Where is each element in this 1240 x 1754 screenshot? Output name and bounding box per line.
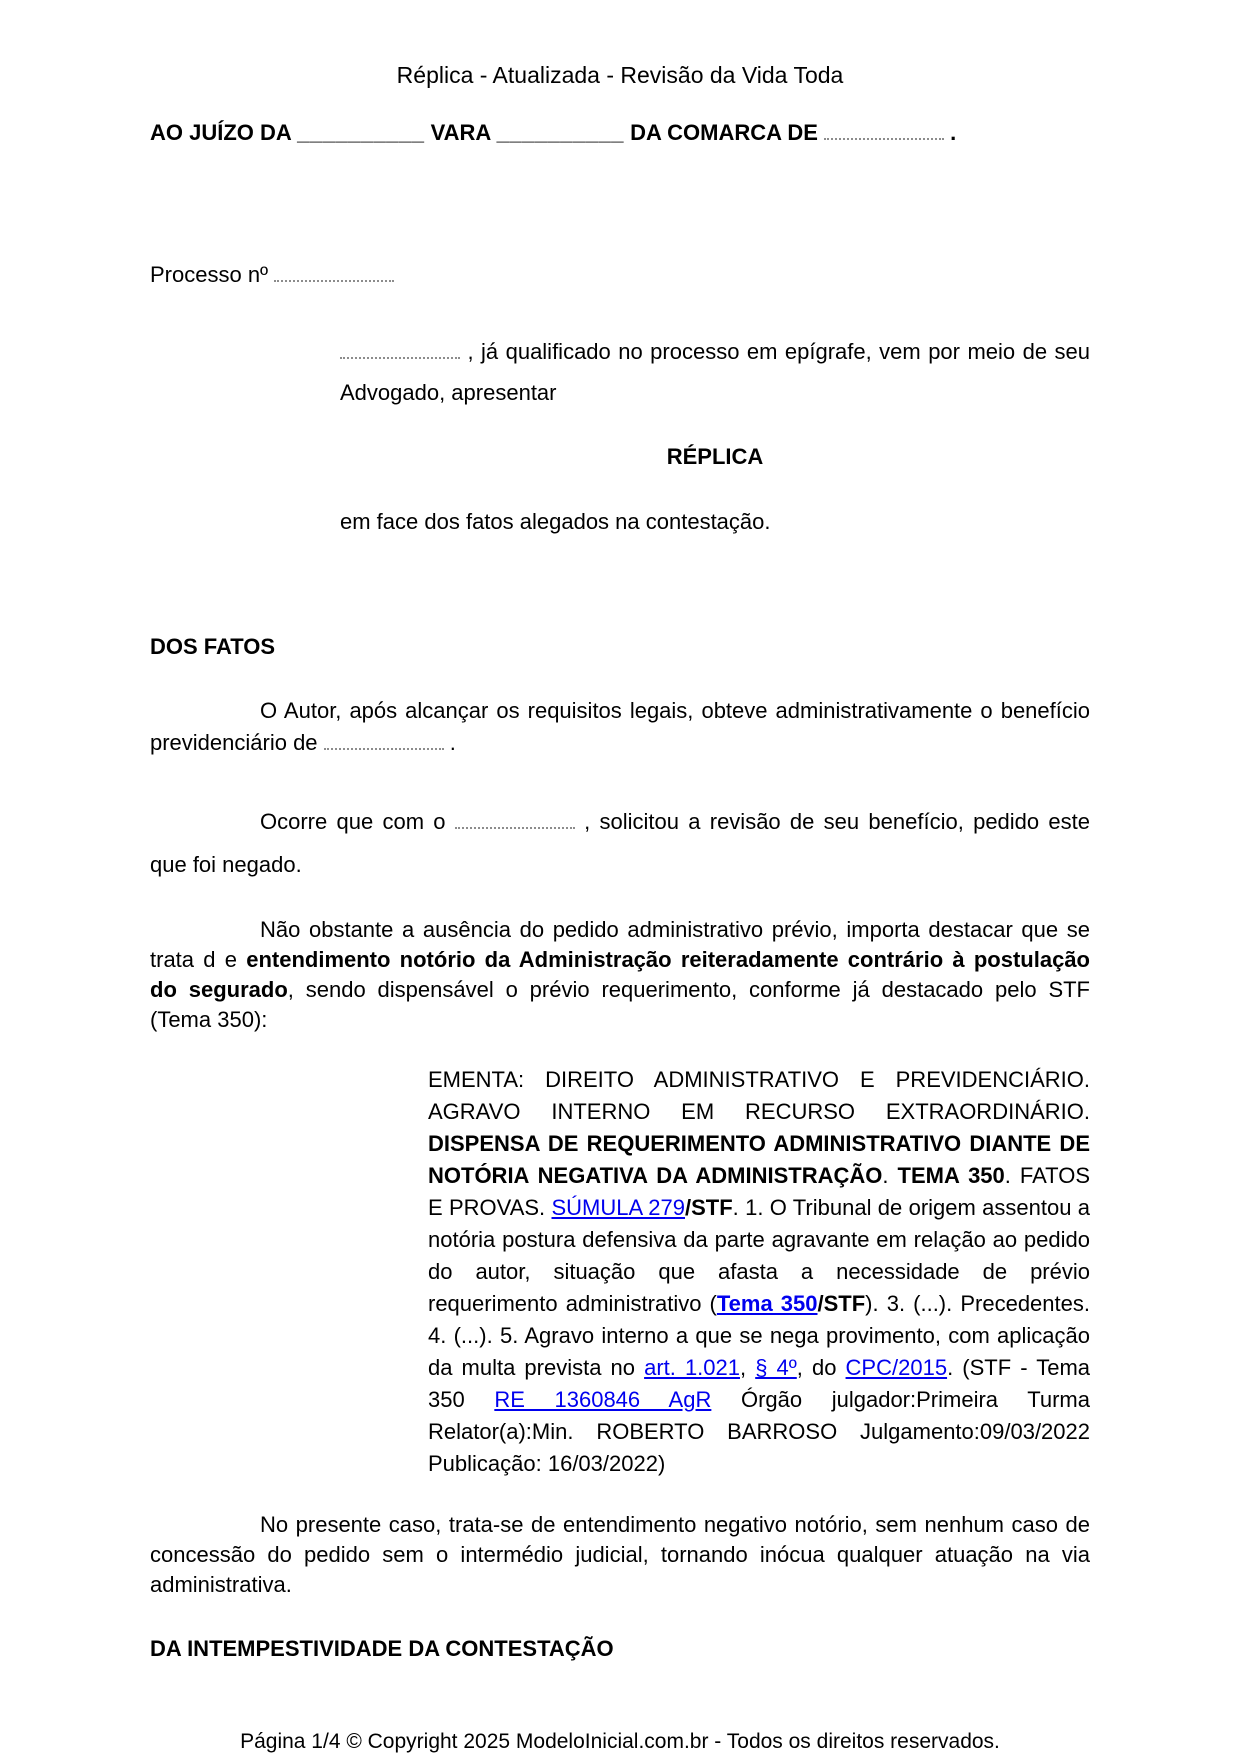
field-autor-nome[interactable] <box>340 337 460 359</box>
quote-segment: , <box>740 1355 756 1380</box>
paragraph-fatos-1-text: O Autor, após alcançar os requisitos legais, obteve administrativamente o benefício previdenciário de <box>150 698 1090 755</box>
field-processo-numero[interactable] <box>274 260 394 282</box>
quote-segment: , do <box>796 1355 846 1380</box>
quote-segment: . FATOS E PROVAS. <box>428 1163 1091 1220</box>
addressee-line <box>150 118 1090 148</box>
quote-segment-bold: DISPENSA DE REQUERIMENTO ADMINISTRATIVO DIANTE DE NOTÓRIA NEGATIVA DA ADMINISTRAÇÃO <box>428 1131 1090 1188</box>
paragraph-fatos-2-before: Ocorre que com o <box>260 809 446 834</box>
qualification-text: , já qualificado no processo em epígrafe, vem por meio de seu Advogado, apresentar <box>340 339 1090 405</box>
addressee-period: . <box>950 120 957 145</box>
quote-segment: ). 3. (...). Precedentes. 4. (...). 5. Agravo interno a que se nega provimento, com aplicação da multa prevista no <box>428 1291 1090 1380</box>
replica-heading: RÉPLICA <box>666 444 764 469</box>
page-footer: Página 1/4 © Copyright 2025 ModeloInicial.com.br - Todos os direitos reservados. <box>240 1730 1000 1753</box>
field-evento-revisao[interactable] <box>455 807 575 829</box>
quote-segment: . <box>882 1163 898 1188</box>
paragraph-fatos-1-period: . <box>449 730 456 755</box>
paragraph-fatos-1 <box>150 695 1090 759</box>
blank-vara-tipo[interactable]: __________ <box>297 120 425 145</box>
link-tema-350[interactable]: Tema 350 <box>716 1291 818 1316</box>
jurisprudence-quote-block <box>428 1064 1090 1480</box>
addressee-part-1: AO JUÍZO DA <box>150 120 291 145</box>
link-re-1360846-agr[interactable]: RE 1360846 AgR <box>494 1387 712 1412</box>
paragraph-tema-350 <box>150 915 1090 1035</box>
blank-vara-numero[interactable]: __________ <box>496 120 624 145</box>
heading-intempestividade: DA INTEMPESTIVIDADE DA CONTESTAÇÃO <box>150 1636 614 1661</box>
heading-dos-fatos: DOS FATOS <box>150 634 276 659</box>
document-title: Réplica - Atualizada - Revisão da Vida Toda <box>396 62 844 88</box>
quote-segment-bold: /STF <box>817 1291 866 1316</box>
quote-segment: . 1. O Tribunal de origem assentou a notória postura defensiva da parte agravante em relação ao pedido do autor, situação que afasta a necessidade de prévio requerimento administrativo ( <box>428 1195 1090 1316</box>
quote-segment: . (STF - Tema 350 <box>428 1355 1091 1412</box>
link-cpc-2015[interactable]: CPC/2015 <box>845 1355 948 1380</box>
addressee-part-2: VARA <box>430 120 491 145</box>
quote-segment-bold: TEMA 350 <box>897 1163 1005 1188</box>
link-art-1021[interactable]: art. 1.021 <box>644 1355 740 1380</box>
paragraph-tema-350-normal-1: Não obstante a ausência do pedido administrativo prévio, importa destacar que se trata d e <box>150 917 1090 972</box>
addressee-part-3: DA COMARCA DE <box>630 120 818 145</box>
processo-label: Processo nº <box>150 262 269 287</box>
processo-line <box>150 260 1090 290</box>
paragraph-conclusao: No presente caso, trata-se de entendimento negativo notório, sem nenhum caso de concessão do pedido sem o intermédio judicial, tornando inócua qualquer atuação na via administrativa. <box>150 1512 1090 1597</box>
link-sumula-279[interactable]: SÚMULA 279 <box>551 1195 685 1220</box>
paragraph-tema-350-bold: entendimento notório da Administração reiteradamente contrário à postulação do segurado <box>150 947 1090 1002</box>
emface-text: em face dos fatos alegados na contestação. <box>340 509 771 534</box>
quote-segment: Órgão julgador:Primeira Turma Relator(a):Min. ROBERTO BARROSO Julgamento:09/03/2022 Publicação: 16/03/2022) <box>428 1387 1090 1476</box>
paragraph-fatos-2-after: , solicitou a revisão de seu benefício, pedido este que foi negado. <box>150 809 1090 877</box>
field-beneficio[interactable] <box>324 728 444 750</box>
link-paragrafo-4[interactable]: § 4º <box>755 1355 797 1380</box>
paragraph-fatos-2 <box>150 800 1090 886</box>
qualification-paragraph <box>340 331 1090 413</box>
quote-segment: EMENTA: DIREITO ADMINISTRATIVO E PREVIDENCIÁRIO. AGRAVO INTERNO EM RECURSO EXTRAORDINÁRIO. <box>428 1067 1090 1124</box>
quote-segment-bold: /STF <box>685 1195 733 1220</box>
field-comarca[interactable] <box>824 118 944 140</box>
paragraph-tema-350-normal-2: , sendo dispensável o prévio requerimento, conforme já destacado pelo STF (Tema 350): <box>150 977 1090 1032</box>
